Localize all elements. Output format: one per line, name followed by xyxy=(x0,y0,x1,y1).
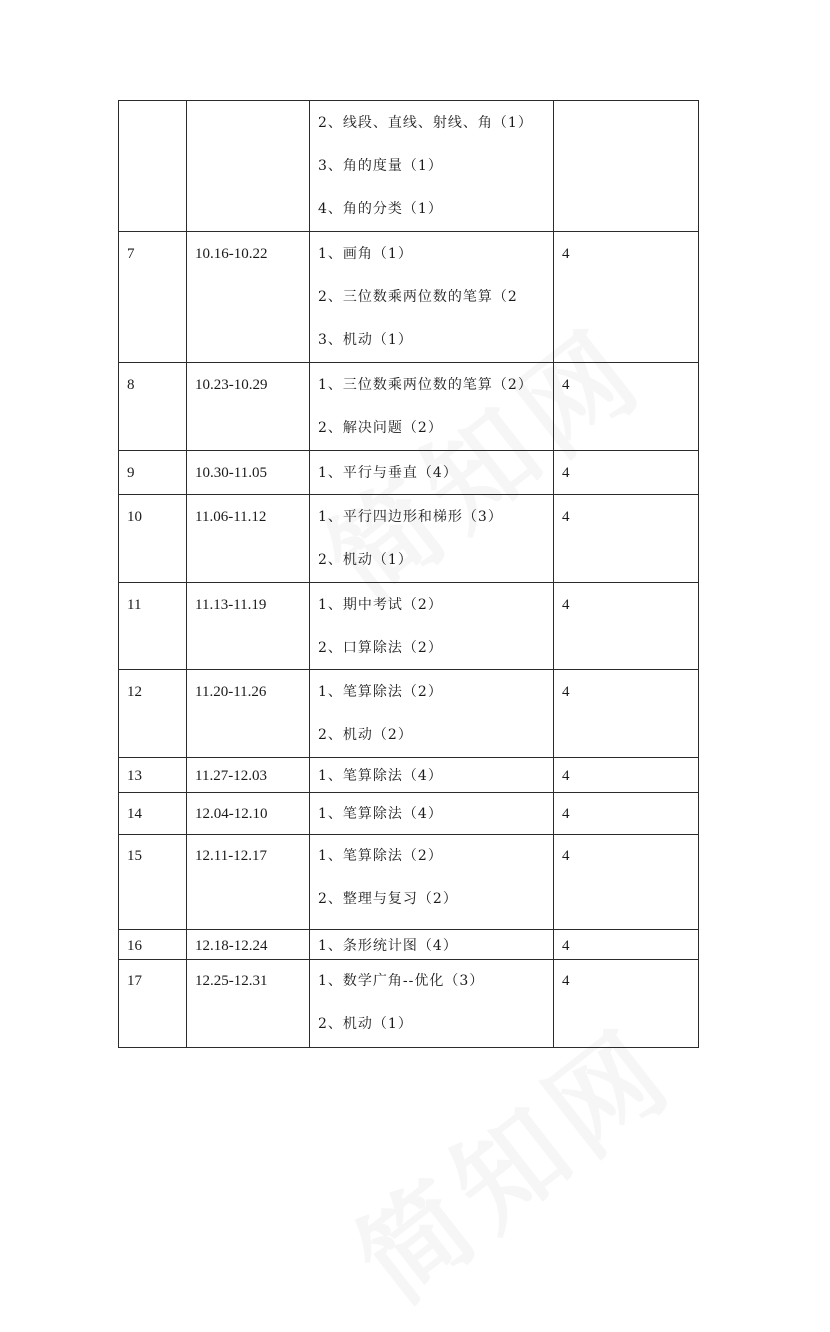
hours-value: 4 xyxy=(562,246,570,262)
hours-value: 4 xyxy=(562,973,570,989)
week-number: 10 xyxy=(127,509,142,525)
lesson-item: 1、笔算除法（4） xyxy=(318,806,443,822)
lesson-item: 1、数学广角--优化（3） xyxy=(318,973,485,989)
lessons-cell xyxy=(310,451,554,495)
lesson-item: 4、角的分类（1） xyxy=(318,201,443,217)
lessons-cell xyxy=(310,495,554,583)
hours-cell xyxy=(554,960,699,1048)
table-row xyxy=(119,495,699,583)
table-row xyxy=(119,835,699,930)
hours-value: 4 xyxy=(562,938,570,954)
date-range: 12.25-12.31 xyxy=(195,973,268,989)
week-number: 7 xyxy=(127,246,135,262)
hours-cell xyxy=(554,101,699,232)
lesson-item: 2、机动（1） xyxy=(318,552,413,568)
lesson-item: 1、三位数乘两位数的笔算（2） xyxy=(318,377,533,393)
lesson-item: 1、笔算除法（2） xyxy=(318,848,443,864)
table-row xyxy=(119,101,699,232)
lesson-item: 1、平行与垂直（4） xyxy=(318,465,458,481)
lessons-cell xyxy=(310,835,554,930)
lessons-cell xyxy=(310,670,554,758)
week-number: 16 xyxy=(127,938,142,954)
week-cell xyxy=(119,670,187,758)
week-cell xyxy=(119,793,187,835)
table-row xyxy=(119,960,699,1048)
table-row xyxy=(119,758,699,793)
lesson-item: 2、口算除法（2） xyxy=(318,640,443,656)
hours-cell xyxy=(554,793,699,835)
date-cell xyxy=(187,930,310,960)
lesson-item: 2、解决问题（2） xyxy=(318,420,443,436)
week-number: 9 xyxy=(127,465,135,481)
date-cell xyxy=(187,451,310,495)
week-cell xyxy=(119,930,187,960)
date-cell xyxy=(187,232,310,363)
lessons-cell xyxy=(310,930,554,960)
week-cell xyxy=(119,583,187,670)
lesson-item: 1、期中考试（2） xyxy=(318,597,443,613)
lesson-item: 2、整理与复习（2） xyxy=(318,891,458,907)
week-cell xyxy=(119,363,187,451)
date-range xyxy=(187,101,309,112)
hours-cell xyxy=(554,232,699,363)
hours-value: 4 xyxy=(562,465,570,481)
week-cell xyxy=(119,835,187,930)
table-row xyxy=(119,451,699,495)
lesson-item: 1、笔算除法（4） xyxy=(318,768,443,784)
week-cell xyxy=(119,495,187,583)
date-range: 11.27-12.03 xyxy=(195,768,267,784)
hours-cell xyxy=(554,363,699,451)
date-cell xyxy=(187,495,310,583)
week-cell xyxy=(119,101,187,232)
hours-cell xyxy=(554,670,699,758)
date-cell xyxy=(187,363,310,451)
hours-value: 4 xyxy=(562,768,570,784)
lessons-cell xyxy=(310,793,554,835)
hours-value: 4 xyxy=(562,684,570,700)
date-cell xyxy=(187,758,310,793)
week-number: 15 xyxy=(127,848,142,864)
hours-value: 4 xyxy=(562,597,570,613)
lesson-item: 1、画角（1） xyxy=(318,246,413,262)
date-cell xyxy=(187,960,310,1048)
date-range: 11.20-11.26 xyxy=(195,684,267,700)
lessons-cell xyxy=(310,960,554,1048)
date-range: 12.11-12.17 xyxy=(195,848,267,864)
hours-value: 4 xyxy=(562,806,570,822)
week-number xyxy=(119,101,186,112)
hours-value: 4 xyxy=(562,848,570,864)
hours-value: 4 xyxy=(562,377,570,393)
week-cell xyxy=(119,758,187,793)
lessons-cell xyxy=(310,583,554,670)
date-cell xyxy=(187,583,310,670)
lessons-cell xyxy=(310,758,554,793)
lesson-item: 3、角的度量（1） xyxy=(318,158,443,174)
date-range: 12.04-12.10 xyxy=(195,806,268,822)
week-cell xyxy=(119,960,187,1048)
table-row xyxy=(119,363,699,451)
table-row xyxy=(119,930,699,960)
date-range: 11.06-11.12 xyxy=(195,509,267,525)
date-cell xyxy=(187,670,310,758)
date-range: 11.13-11.19 xyxy=(195,597,267,613)
week-number: 11 xyxy=(127,597,142,613)
schedule-table xyxy=(118,100,699,1048)
week-number: 12 xyxy=(127,684,142,700)
lesson-item: 2、机动（1） xyxy=(318,1016,413,1032)
lessons-cell xyxy=(310,363,554,451)
date-cell xyxy=(187,101,310,232)
hours-cell xyxy=(554,758,699,793)
table-row xyxy=(119,232,699,363)
lessons-cell xyxy=(310,101,554,232)
date-range: 10.30-11.05 xyxy=(195,465,267,481)
lessons-cell xyxy=(310,232,554,363)
hours-cell xyxy=(554,451,699,495)
hours-cell xyxy=(554,835,699,930)
date-cell xyxy=(187,793,310,835)
lesson-item: 2、线段、直线、射线、角（1） xyxy=(318,115,533,131)
table-row xyxy=(119,583,699,670)
week-number: 17 xyxy=(127,973,142,989)
date-range: 12.18-12.24 xyxy=(195,938,268,954)
lesson-item: 2、机动（2） xyxy=(318,727,413,743)
week-cell xyxy=(119,451,187,495)
lesson-item: 3、机动（1） xyxy=(318,332,413,348)
lesson-item: 2、三位数乘两位数的笔算（2 xyxy=(318,289,518,305)
lesson-item: 1、条形统计图（4） xyxy=(318,938,458,954)
week-cell xyxy=(119,232,187,363)
schedule-body xyxy=(119,101,699,1048)
date-range: 10.23-10.29 xyxy=(195,377,268,393)
date-range: 10.16-10.22 xyxy=(195,246,268,262)
hours-value xyxy=(554,101,698,112)
hours-value: 4 xyxy=(562,509,570,525)
lesson-item: 1、平行四边形和梯形（3） xyxy=(318,509,503,525)
week-number: 13 xyxy=(127,768,142,784)
hours-cell xyxy=(554,583,699,670)
week-number: 14 xyxy=(127,806,142,822)
date-cell xyxy=(187,835,310,930)
hours-cell xyxy=(554,930,699,960)
lesson-item: 1、笔算除法（2） xyxy=(318,684,443,700)
week-number: 8 xyxy=(127,377,135,393)
hours-cell xyxy=(554,495,699,583)
table-row xyxy=(119,793,699,835)
table-row xyxy=(119,670,699,758)
